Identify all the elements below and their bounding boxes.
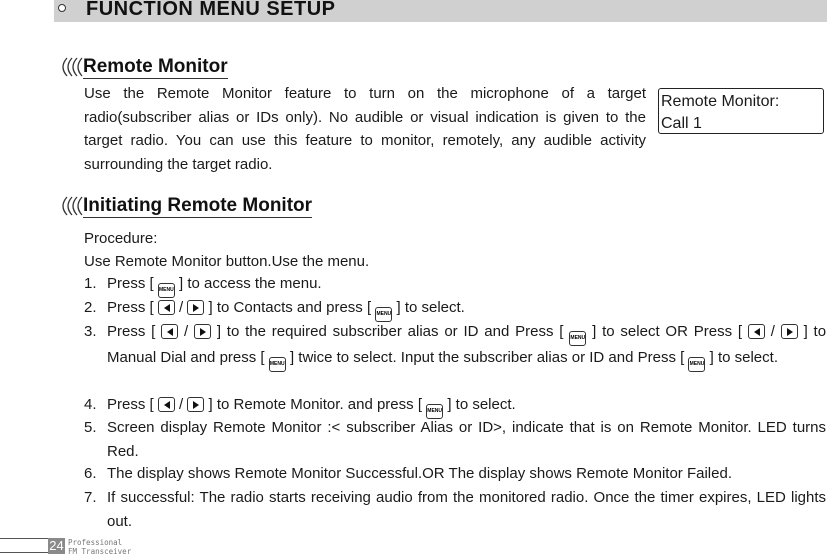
left-arrow-key-icon — [161, 324, 178, 339]
remote-monitor-description: Use the Remote Monitor feature to turn on the microphone of a target radio(subscriber alias or IDs only). No audible or visual indication is given to the target radio. You can use this feature to monitor, remotely, any audible activity surrounding the target radio. — [84, 85, 646, 173]
menu-key-icon: MENU — [426, 404, 443, 419]
display-line-1: Remote Monitor: — [661, 93, 780, 110]
menu-key-icon: MENU — [375, 307, 392, 322]
menu-key-icon: MENU — [158, 283, 175, 298]
footer-divider-top — [0, 538, 48, 539]
page-number: 24 — [49, 538, 64, 553]
page-title: FUNCTION MENU SETUP — [86, 0, 336, 20]
section-title-remote-monitor: Remote Monitor — [83, 56, 228, 77]
signal-waves-icon — [56, 193, 86, 219]
right-arrow-key-icon — [187, 300, 204, 315]
procedure-step-1: 1. Press [ MENU ] to access the menu. — [84, 272, 826, 298]
procedure-step-3: 3. Press [ / ] to the required subscriber alias or ID and Press [ MENU ] to select OR Press [ / ] to Manual Dial and press [ MENU ] twice to select. Input the subscriber alias or ID and Press [ MENU ] to select. — [84, 320, 826, 372]
signal-waves-icon — [56, 54, 86, 80]
procedure-intro: Use Remote Monitor button.Use the menu. — [84, 253, 370, 270]
left-arrow-key-icon — [158, 397, 175, 412]
radio-display-box — [658, 88, 824, 134]
footer-divider-bottom — [0, 552, 48, 553]
footer-label: Professional FM Transceiver — [68, 538, 132, 556]
menu-key-icon: MENU — [269, 357, 286, 372]
procedure-step-7: 7. If successful: The radio starts receiving audio from the monitored radio. Once the timer expires, LED lights out. — [84, 489, 826, 530]
menu-key-icon: MENU — [569, 331, 586, 346]
procedure-label: Procedure: — [84, 230, 158, 247]
header-bullet-icon — [58, 4, 66, 12]
procedure-step-2: 2. Press [ / ] to Contacts and press [ MENU ] to select. — [84, 296, 826, 322]
right-arrow-key-icon — [194, 324, 211, 339]
menu-key-icon: MENU — [688, 357, 705, 372]
procedure-step-5: 5. Screen display Remote Monitor :< subscriber Alias or ID>, indicate that is on Remote Monitor. LED turns Red. — [84, 419, 826, 460]
left-arrow-key-icon — [748, 324, 765, 339]
right-arrow-key-icon — [187, 397, 204, 412]
left-arrow-key-icon — [158, 300, 175, 315]
display-line-2: Call 1 — [661, 115, 702, 132]
procedure-step-4: 4. Press [ / ] to Remote Monitor. and press [ MENU ] to select. — [84, 393, 826, 419]
right-arrow-key-icon — [781, 324, 798, 339]
procedure-step-6: 6. The display shows Remote Monitor Successful.OR The display shows Remote Monitor Failed. — [84, 465, 732, 482]
section-title-initiating-remote-monitor: Initiating Remote Monitor — [83, 195, 313, 216]
